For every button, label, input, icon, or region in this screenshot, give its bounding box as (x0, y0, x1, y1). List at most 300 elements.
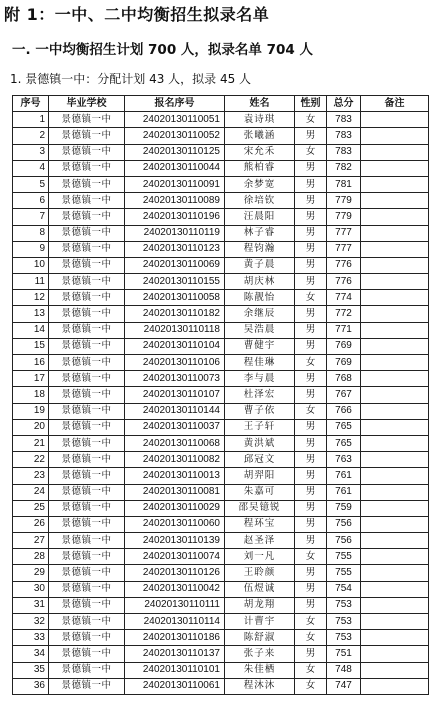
table-row (13, 371, 429, 387)
row-school: 景德镇一中 (49, 452, 125, 468)
row-remark (361, 112, 429, 128)
row-name: 王聆颜 (225, 565, 295, 581)
row-seq: 31 (13, 597, 49, 613)
row-name: 邵吴镱锐 (225, 500, 295, 516)
row-reg-no: 24020130110123 (125, 241, 225, 257)
row-school: 景德镇一中 (49, 274, 125, 290)
row-seq: 36 (13, 678, 49, 694)
row-score: 755 (327, 549, 361, 565)
row-name: 邱冠文 (225, 452, 295, 468)
row-remark (361, 549, 429, 565)
row-sex: 男 (295, 646, 327, 662)
row-sex: 女 (295, 112, 327, 128)
table-row (13, 257, 429, 273)
row-school: 景德镇一中 (49, 306, 125, 322)
row-remark (361, 419, 429, 435)
row-remark (361, 630, 429, 646)
row-score: 772 (327, 306, 361, 322)
row-name: 余梦宽 (225, 176, 295, 192)
row-score: 753 (327, 614, 361, 630)
header-school: 毕业学校 (49, 96, 125, 112)
table-row (13, 597, 429, 613)
row-sex: 女 (295, 355, 327, 371)
row-reg-no: 24020130110089 (125, 193, 225, 209)
row-reg-no: 24020130110196 (125, 209, 225, 225)
row-seq: 25 (13, 500, 49, 516)
row-reg-no: 24020130110182 (125, 306, 225, 322)
row-remark (361, 144, 429, 160)
table-row (13, 646, 429, 662)
row-seq: 6 (13, 193, 49, 209)
row-sex: 男 (295, 128, 327, 144)
row-reg-no: 24020130110107 (125, 387, 225, 403)
row-seq: 9 (13, 241, 49, 257)
row-score: 769 (327, 355, 361, 371)
row-remark (361, 614, 429, 630)
row-remark (361, 160, 429, 176)
row-name: 陈舒淑 (225, 630, 295, 646)
table-row (13, 338, 429, 354)
row-sex: 男 (295, 484, 327, 500)
row-reg-no: 24020130110058 (125, 290, 225, 306)
row-sex: 男 (295, 581, 327, 597)
row-seq: 16 (13, 355, 49, 371)
row-remark (361, 274, 429, 290)
row-sex: 男 (295, 209, 327, 225)
row-seq: 18 (13, 387, 49, 403)
row-school: 景德镇一中 (49, 209, 125, 225)
row-name: 程佳琳 (225, 355, 295, 371)
row-sex: 男 (295, 452, 327, 468)
row-reg-no: 24020130110101 (125, 662, 225, 678)
row-score: 771 (327, 322, 361, 338)
table-row (13, 274, 429, 290)
row-score: 765 (327, 419, 361, 435)
header-remark: 备注 (361, 96, 429, 112)
row-school: 景德镇一中 (49, 516, 125, 532)
row-sex: 女 (295, 614, 327, 630)
row-sex: 男 (295, 516, 327, 532)
table-row (13, 176, 429, 192)
row-name: 刘一凡 (225, 549, 295, 565)
row-seq: 4 (13, 160, 49, 176)
row-school: 景德镇一中 (49, 533, 125, 549)
row-school: 景德镇一中 (49, 176, 125, 192)
row-reg-no: 24020130110044 (125, 160, 225, 176)
row-school: 景德镇一中 (49, 387, 125, 403)
row-name: 赵圣泽 (225, 533, 295, 549)
table-body (13, 112, 429, 695)
row-sex: 女 (295, 403, 327, 419)
row-sex: 女 (295, 662, 327, 678)
row-seq: 17 (13, 371, 49, 387)
row-seq: 15 (13, 338, 49, 354)
row-reg-no: 24020130110037 (125, 419, 225, 435)
row-school: 景德镇一中 (49, 581, 125, 597)
table-row (13, 468, 429, 484)
row-seq: 28 (13, 549, 49, 565)
row-reg-no: 24020130110060 (125, 516, 225, 532)
row-remark (361, 387, 429, 403)
row-sex: 男 (295, 387, 327, 403)
row-remark (361, 533, 429, 549)
row-sex: 男 (295, 597, 327, 613)
row-remark (361, 597, 429, 613)
row-name: 林子睿 (225, 225, 295, 241)
row-remark (361, 209, 429, 225)
row-remark (361, 484, 429, 500)
row-seq: 32 (13, 614, 49, 630)
row-seq: 3 (13, 144, 49, 160)
row-score: 759 (327, 500, 361, 516)
row-school: 景德镇一中 (49, 468, 125, 484)
row-reg-no: 24020130110125 (125, 144, 225, 160)
row-sex: 男 (295, 193, 327, 209)
row-score: 776 (327, 257, 361, 273)
row-remark (361, 662, 429, 678)
row-score: 776 (327, 274, 361, 290)
row-remark (361, 338, 429, 354)
row-school: 景德镇一中 (49, 241, 125, 257)
row-school: 景德镇一中 (49, 614, 125, 630)
table-row (13, 241, 429, 257)
row-remark (361, 128, 429, 144)
row-reg-no: 24020130110074 (125, 549, 225, 565)
row-reg-no: 24020130110068 (125, 435, 225, 451)
header-seq: 序号 (13, 96, 49, 112)
row-score: 781 (327, 176, 361, 192)
row-school: 景德镇一中 (49, 128, 125, 144)
row-remark (361, 322, 429, 338)
row-reg-no: 24020130110069 (125, 257, 225, 273)
subsection-title: 1. 景德镇一中：分配计划 43 人，拟录 45 人 (10, 72, 252, 86)
table-row (13, 565, 429, 581)
row-name: 王子轩 (225, 419, 295, 435)
row-seq: 14 (13, 322, 49, 338)
row-sex: 男 (295, 435, 327, 451)
row-score: 774 (327, 290, 361, 306)
row-remark (361, 403, 429, 419)
row-school: 景德镇一中 (49, 678, 125, 694)
row-sex: 男 (295, 257, 327, 273)
row-reg-no: 24020130110029 (125, 500, 225, 516)
row-name: 黄洪斌 (225, 435, 295, 451)
row-remark (361, 290, 429, 306)
row-name: 程钧瀚 (225, 241, 295, 257)
row-reg-no: 24020130110013 (125, 468, 225, 484)
row-name: 陈靓怡 (225, 290, 295, 306)
row-sex: 男 (295, 500, 327, 516)
row-remark (361, 257, 429, 273)
row-name: 张曦涵 (225, 128, 295, 144)
row-sex: 男 (295, 176, 327, 192)
row-score: 748 (327, 662, 361, 678)
row-score: 782 (327, 160, 361, 176)
header-score: 总分 (327, 96, 361, 112)
row-seq: 11 (13, 274, 49, 290)
row-sex: 男 (295, 160, 327, 176)
row-school: 景德镇一中 (49, 419, 125, 435)
row-name: 曹子依 (225, 403, 295, 419)
row-remark (361, 452, 429, 468)
row-name: 朱佳栖 (225, 662, 295, 678)
row-sex: 男 (295, 322, 327, 338)
table-row (13, 516, 429, 532)
row-school: 景德镇一中 (49, 500, 125, 516)
row-sex: 男 (295, 371, 327, 387)
row-seq: 1 (13, 112, 49, 128)
row-reg-no: 24020130110042 (125, 581, 225, 597)
row-sex: 男 (295, 241, 327, 257)
row-sex: 男 (295, 468, 327, 484)
row-sex: 女 (295, 290, 327, 306)
row-school: 景德镇一中 (49, 322, 125, 338)
row-school: 景德镇一中 (49, 435, 125, 451)
row-score: 768 (327, 371, 361, 387)
row-school: 景德镇一中 (49, 484, 125, 500)
row-score: 754 (327, 581, 361, 597)
table-row (13, 193, 429, 209)
row-name: 张子来 (225, 646, 295, 662)
row-score: 777 (327, 241, 361, 257)
row-remark (361, 193, 429, 209)
row-reg-no: 24020130110061 (125, 678, 225, 694)
row-remark (361, 500, 429, 516)
row-reg-no: 24020130110186 (125, 630, 225, 646)
row-school: 景德镇一中 (49, 371, 125, 387)
table-row (13, 662, 429, 678)
row-seq: 30 (13, 581, 49, 597)
row-score: 761 (327, 468, 361, 484)
row-score: 769 (327, 338, 361, 354)
row-seq: 13 (13, 306, 49, 322)
row-seq: 10 (13, 257, 49, 273)
row-score: 756 (327, 516, 361, 532)
row-school: 景德镇一中 (49, 403, 125, 419)
row-reg-no: 24020130110144 (125, 403, 225, 419)
row-score: 751 (327, 646, 361, 662)
table-row (13, 387, 429, 403)
row-score: 761 (327, 484, 361, 500)
row-reg-no: 24020130110091 (125, 176, 225, 192)
row-score: 765 (327, 435, 361, 451)
row-sex: 男 (295, 338, 327, 354)
row-remark (361, 306, 429, 322)
row-seq: 19 (13, 403, 49, 419)
row-seq: 7 (13, 209, 49, 225)
table-row (13, 144, 429, 160)
row-name: 胡龙翔 (225, 597, 295, 613)
row-seq: 23 (13, 468, 49, 484)
row-name: 黄子晨 (225, 257, 295, 273)
row-reg-no: 24020130110104 (125, 338, 225, 354)
row-name: 胡羿阳 (225, 468, 295, 484)
table-row (13, 533, 429, 549)
row-reg-no: 24020130110118 (125, 322, 225, 338)
row-reg-no: 24020130110126 (125, 565, 225, 581)
row-name: 徐培钦 (225, 193, 295, 209)
row-sex: 女 (295, 549, 327, 565)
table-row (13, 306, 429, 322)
row-score: 747 (327, 678, 361, 694)
row-remark (361, 355, 429, 371)
row-school: 景德镇一中 (49, 225, 125, 241)
table-row (13, 112, 429, 128)
row-seq: 29 (13, 565, 49, 581)
row-sex: 女 (295, 144, 327, 160)
row-school: 景德镇一中 (49, 290, 125, 306)
admission-table (12, 95, 429, 695)
row-reg-no: 24020130110137 (125, 646, 225, 662)
header-name: 姓名 (225, 96, 295, 112)
row-score: 783 (327, 128, 361, 144)
table-row (13, 452, 429, 468)
row-remark (361, 516, 429, 532)
row-reg-no: 24020130110119 (125, 225, 225, 241)
row-sex: 女 (295, 630, 327, 646)
row-sex: 男 (295, 533, 327, 549)
row-school: 景德镇一中 (49, 112, 125, 128)
row-score: 779 (327, 209, 361, 225)
row-reg-no: 24020130110139 (125, 533, 225, 549)
row-name: 李与晨 (225, 371, 295, 387)
row-seq: 5 (13, 176, 49, 192)
row-name: 计曹宇 (225, 614, 295, 630)
row-seq: 34 (13, 646, 49, 662)
table-row (13, 678, 429, 694)
section-title: 一. 一中均衡招生计划 700 人，拟录名单 704 人 (12, 42, 313, 58)
row-school: 景德镇一中 (49, 597, 125, 613)
row-score: 755 (327, 565, 361, 581)
table-row (13, 419, 429, 435)
row-remark (361, 646, 429, 662)
row-reg-no: 24020130110114 (125, 614, 225, 630)
row-sex: 男 (295, 419, 327, 435)
row-remark (361, 435, 429, 451)
row-score: 767 (327, 387, 361, 403)
table-row (13, 435, 429, 451)
table-row (13, 500, 429, 516)
row-score: 756 (327, 533, 361, 549)
table-row (13, 630, 429, 646)
row-name: 熊柏睿 (225, 160, 295, 176)
row-sex: 男 (295, 565, 327, 581)
row-score: 783 (327, 144, 361, 160)
row-school: 景德镇一中 (49, 193, 125, 209)
row-name: 伍煜诚 (225, 581, 295, 597)
row-reg-no: 24020130110052 (125, 128, 225, 144)
header-sex: 性别 (295, 96, 327, 112)
row-score: 779 (327, 193, 361, 209)
row-school: 景德镇一中 (49, 144, 125, 160)
table-row (13, 128, 429, 144)
row-remark (361, 468, 429, 484)
row-remark (361, 225, 429, 241)
document-title: 附 1：一中、二中均衡招生拟录名单 (4, 5, 270, 24)
row-school: 景德镇一中 (49, 355, 125, 371)
row-school: 景德镇一中 (49, 646, 125, 662)
row-school: 景德镇一中 (49, 565, 125, 581)
row-name: 程沐沐 (225, 678, 295, 694)
row-seq: 22 (13, 452, 49, 468)
table-header-row (13, 96, 429, 112)
row-name: 汪晨阳 (225, 209, 295, 225)
row-reg-no: 24020130110082 (125, 452, 225, 468)
row-name: 吴浩晨 (225, 322, 295, 338)
row-name: 袁诗琪 (225, 112, 295, 128)
row-reg-no: 24020130110051 (125, 112, 225, 128)
row-name: 朱嘉可 (225, 484, 295, 500)
row-reg-no: 24020130110111 (125, 597, 225, 613)
table-row (13, 355, 429, 371)
row-score: 777 (327, 225, 361, 241)
header-reg-no: 报名序号 (125, 96, 225, 112)
row-school: 景德镇一中 (49, 338, 125, 354)
row-school: 景德镇一中 (49, 257, 125, 273)
row-name: 杜泽宏 (225, 387, 295, 403)
table-row (13, 225, 429, 241)
row-seq: 27 (13, 533, 49, 549)
row-seq: 2 (13, 128, 49, 144)
row-name: 宋允禾 (225, 144, 295, 160)
row-reg-no: 24020130110073 (125, 371, 225, 387)
row-remark (361, 678, 429, 694)
table-row (13, 549, 429, 565)
row-score: 766 (327, 403, 361, 419)
row-score: 753 (327, 597, 361, 613)
row-seq: 33 (13, 630, 49, 646)
row-name: 余继辰 (225, 306, 295, 322)
row-sex: 男 (295, 306, 327, 322)
row-score: 783 (327, 112, 361, 128)
row-reg-no: 24020130110081 (125, 484, 225, 500)
row-remark (361, 581, 429, 597)
row-seq: 12 (13, 290, 49, 306)
row-name: 程环宝 (225, 516, 295, 532)
row-seq: 8 (13, 225, 49, 241)
table-row (13, 614, 429, 630)
row-sex: 男 (295, 274, 327, 290)
row-score: 753 (327, 630, 361, 646)
table-row (13, 160, 429, 176)
row-name: 曹健宇 (225, 338, 295, 354)
row-school: 景德镇一中 (49, 630, 125, 646)
row-remark (361, 241, 429, 257)
table-row (13, 581, 429, 597)
table-row (13, 209, 429, 225)
row-seq: 21 (13, 435, 49, 451)
row-seq: 24 (13, 484, 49, 500)
table-row (13, 322, 429, 338)
row-reg-no: 24020130110106 (125, 355, 225, 371)
row-name: 胡庆林 (225, 274, 295, 290)
row-seq: 35 (13, 662, 49, 678)
row-score: 763 (327, 452, 361, 468)
row-remark (361, 371, 429, 387)
table-row (13, 290, 429, 306)
table-row (13, 403, 429, 419)
row-sex: 女 (295, 678, 327, 694)
row-school: 景德镇一中 (49, 662, 125, 678)
row-remark (361, 176, 429, 192)
row-seq: 26 (13, 516, 49, 532)
row-remark (361, 565, 429, 581)
row-sex: 男 (295, 225, 327, 241)
table-row (13, 484, 429, 500)
row-school: 景德镇一中 (49, 549, 125, 565)
row-reg-no: 24020130110155 (125, 274, 225, 290)
row-school: 景德镇一中 (49, 160, 125, 176)
